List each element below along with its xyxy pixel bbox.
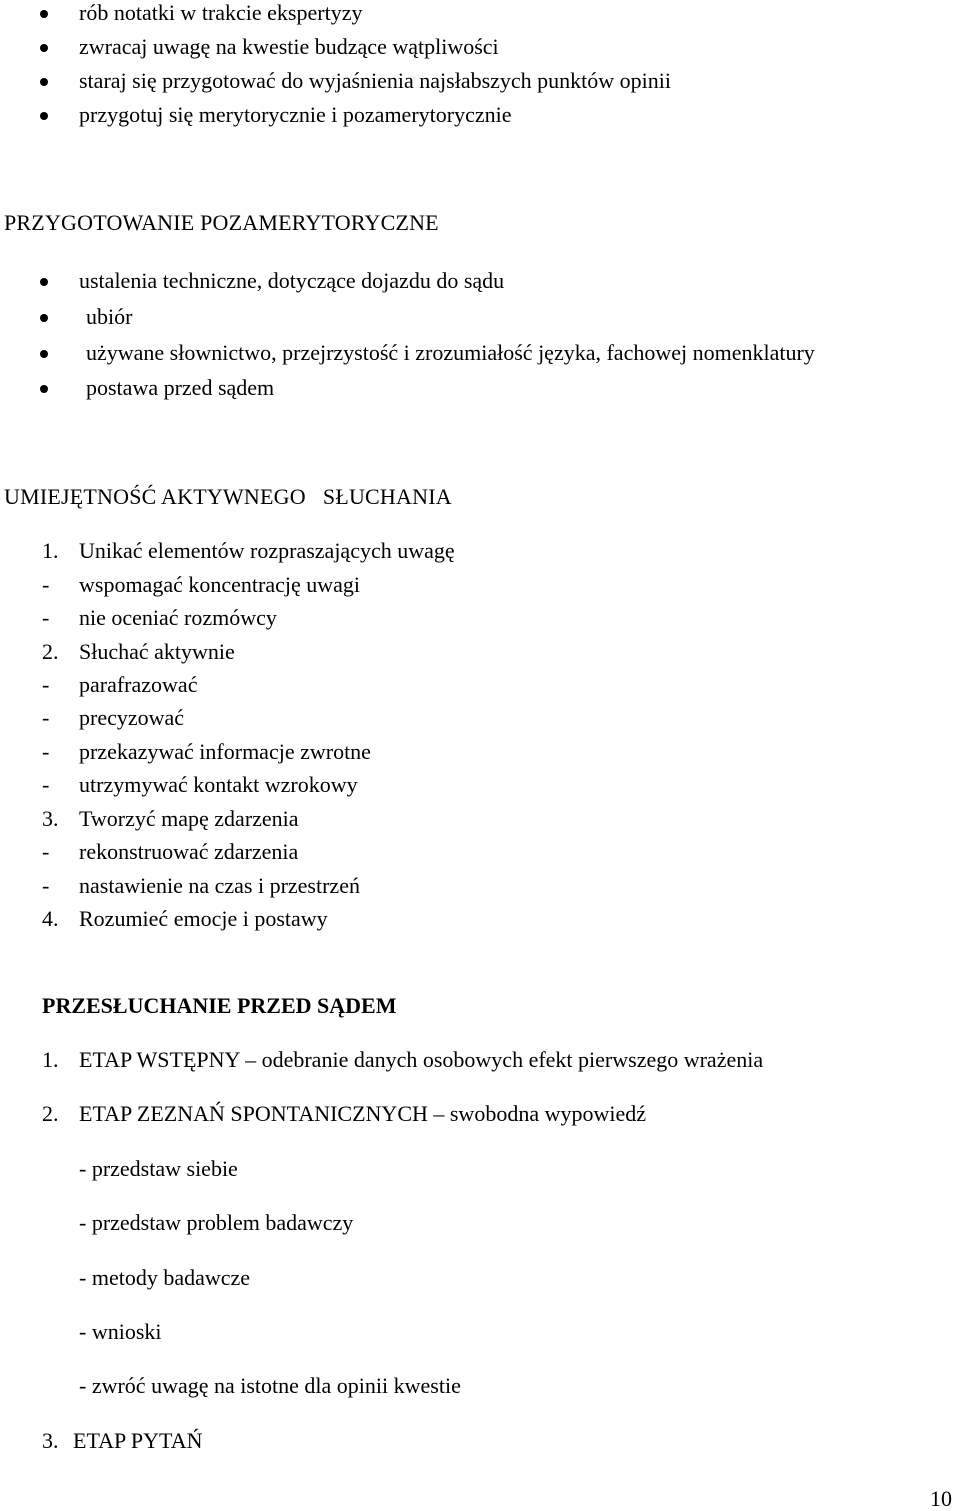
- stage-item: ETAP ZEZNAŃ SPONTANICZNYCH – swobodna wypowiedź: [79, 1101, 647, 1126]
- list-marker: -: [42, 605, 50, 630]
- list-item: nie oceniać rozmówcy: [79, 605, 277, 630]
- list-item: wspomagać koncentrację uwagi: [79, 572, 360, 597]
- bullet-icon: [40, 278, 48, 286]
- bullet-icon: [40, 314, 48, 322]
- bullet-icon: [40, 10, 48, 18]
- section-heading-przesluchanie: PRZESŁUCHANIE PRZED SĄDEM: [42, 993, 397, 1018]
- stage-item: ETAP WSTĘPNY – odebranie danych osobowych efekt pierwszego wrażenia: [79, 1047, 764, 1072]
- list-item: Tworzyć mapę zdarzenia: [79, 806, 299, 831]
- list-marker: 1.: [42, 1047, 59, 1072]
- list-item: utrzymywać kontakt wzrokowy: [79, 772, 358, 797]
- list-item: rób notatki w trakcie ekspertyzy: [79, 0, 363, 25]
- list-item: rekonstruować zdarzenia: [79, 839, 299, 864]
- list-item: - metody badawcze: [79, 1265, 251, 1290]
- list-marker: -: [42, 772, 50, 797]
- list-item: Unikać elementów rozpraszających uwagę: [79, 538, 455, 563]
- list-item: - przedstaw siebie: [79, 1156, 238, 1181]
- list-item: postawa przed sądem: [86, 375, 275, 400]
- page-number: 10: [930, 1486, 952, 1511]
- list-item: przekazywać informacje zwrotne: [79, 739, 371, 764]
- list-item: - zwróć uwagę na istotne dla opinii kwestie: [79, 1373, 461, 1398]
- list-item: ustalenia techniczne, dotyczące dojazdu do sądu: [79, 268, 505, 293]
- list-marker: -: [42, 572, 50, 597]
- bullet-icon: [40, 350, 48, 358]
- list-item: używane słownictwo, przejrzystość i zrozumiałość języka, fachowej nomenklatury: [86, 340, 815, 365]
- list-marker: -: [42, 839, 50, 864]
- list-item: - wnioski: [79, 1319, 162, 1344]
- list-item: ubiór: [86, 304, 133, 329]
- section-heading-umiejetnosc: UMIEJĘTNOŚĆ AKTYWNEGO SŁUCHANIA: [4, 484, 452, 509]
- stage-item: ETAP PYTAŃ: [73, 1428, 203, 1453]
- list-item: przygotuj się merytorycznie i pozamerytorycznie: [79, 102, 512, 127]
- list-marker: 4.: [42, 906, 59, 931]
- list-item: nastawienie na czas i przestrzeń: [79, 873, 360, 898]
- bullet-icon: [40, 78, 48, 86]
- list-item: parafrazować: [79, 672, 198, 697]
- list-marker: -: [42, 672, 50, 697]
- list-marker: -: [42, 873, 50, 898]
- list-item: Rozumieć emocje i postawy: [79, 906, 328, 931]
- list-marker: 2.: [42, 1101, 59, 1126]
- list-marker: 3.: [42, 806, 59, 831]
- bullet-icon: [40, 112, 48, 120]
- list-marker: -: [42, 739, 50, 764]
- list-marker: 2.: [42, 639, 59, 664]
- list-item: precyzować: [79, 705, 185, 730]
- list-item: Słuchać aktywnie: [79, 639, 235, 664]
- section-heading-przygotowanie: PRZYGOTOWANIE POZAMERYTORYCZNE: [4, 210, 439, 235]
- list-marker: 3.: [42, 1428, 59, 1453]
- list-marker: -: [42, 705, 50, 730]
- bullet-icon: [40, 385, 48, 393]
- list-item: - przedstaw problem badawczy: [79, 1210, 354, 1235]
- bullet-icon: [40, 44, 48, 52]
- list-item: zwracaj uwagę na kwestie budzące wątpliwości: [79, 34, 499, 59]
- list-item: staraj się przygotować do wyjaśnienia najsłabszych punktów opinii: [79, 68, 672, 93]
- list-marker: 1.: [42, 538, 59, 563]
